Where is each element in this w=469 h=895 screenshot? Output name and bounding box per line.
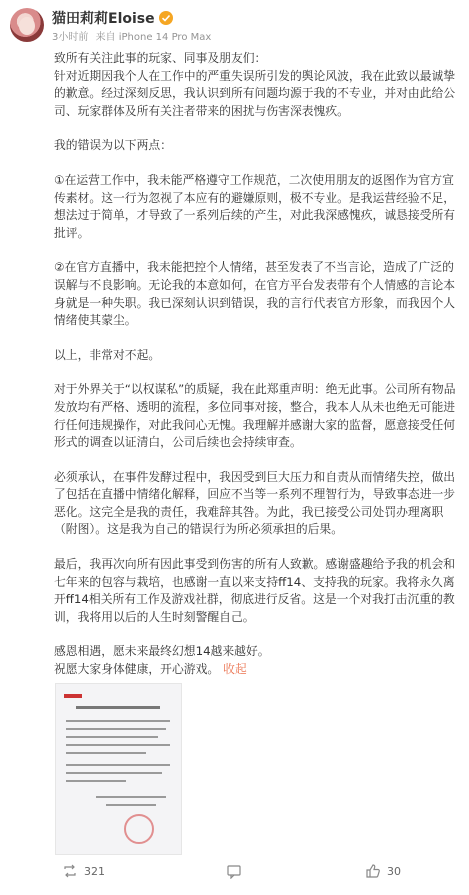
post-body <box>54 50 460 679</box>
like-button[interactable] <box>365 863 401 879</box>
paragraph-closing <box>54 661 460 679</box>
post-time[interactable]: 3小时前 <box>52 32 89 43</box>
verified-badge-icon <box>159 11 173 25</box>
repost-button[interactable] <box>62 863 105 879</box>
comment-icon <box>226 863 242 879</box>
post-header <box>0 0 469 44</box>
thumbs-up-icon <box>365 863 381 879</box>
paragraph-errors-title: 我的错误为以下两点： <box>54 138 172 153</box>
author-row <box>52 8 173 28</box>
paragraph-apology: 以上，非常对不起。 <box>54 347 161 362</box>
paragraph-intro: 针对近期因我个人在工作中的严重失误所引发的舆论风波，我在此致以最诚挚的歉意。经过深刻反思，我认识到所有问题均源于我的不专业，并对由此给公司、玩家群体及所有关注者带来的困扰与伤害深表愧疚。 <box>54 68 456 118</box>
paragraph-admission: 必须承认，在事件发酵过程中，我因受到巨大压力和自责从而情绪失控，做出了包括在直播中情绪化解释，回应不当等一系列不理智行为，导致事态进一步恶化。这完全是我的责任，我难辞其咎。为此，我已接受公司处罚办理离职（附图）。这是我为自己的错误行为所必须承担的后果。 <box>54 469 456 537</box>
paragraph-statement: 对于外界关于“以权谋私”的质疑，我在此郑重声明：绝无此事。公司所有物品发放均有严格、透明的流程，多位同事对接，整合，我本人从未也绝无可能进行任何违规操作，对此我问心无愧。我理解并感谢大家的监督，愿意接受任何形式的调查以证清白，公司后续也会持续审查。 <box>54 382 456 450</box>
paragraph-error-1: ①在运营工作中，我未能严格遵守工作规范，二次使用朋友的返图作为官方宣传素材。这一行为忽视了本应有的避嫌原则，极不专业。是我运营经验不足，想法过于简单，才导致了一系列后续的产生，对此我深感愧疚，诚恳接受所有批评。 <box>54 172 456 240</box>
collapse-link[interactable]: 收起 <box>223 662 247 677</box>
attached-document-image[interactable] <box>55 683 182 855</box>
repost-icon <box>62 863 78 879</box>
avatar[interactable] <box>10 8 44 42</box>
author-name[interactable]: 猫田莉莉Eloise <box>52 11 155 27</box>
post-actions <box>0 855 469 895</box>
paragraph-greeting: 致所有关注此事的玩家、同事及朋友们： <box>54 51 267 65</box>
closing-text: 祝愿大家身体健康，开心游戏。 <box>54 662 220 677</box>
post-source: 来自 iPhone 14 Pro Max <box>95 32 212 43</box>
paragraph-thanks: 感恩相遇，愿未来最终幻想14越来越好。 <box>54 644 270 659</box>
like-count: 30 <box>387 864 401 878</box>
paragraph-final: 最后，我再次向所有因此事受到伤害的所有人致歉。感谢盛趣给予我的机会和七年来的包容与栽培，也感谢一直以来支持ff14、支持我的玩家。我将永久离开ff14相关所有工作及游戏社群，彻底进行反省。这是一个对我打击沉重的教训，我将用以后的人生时刻警醒自己。 <box>54 557 456 624</box>
paragraph-error-2: ②在官方直播中，我未能把控个人情绪，甚至发表了不当言论，造成了广泛的误解与不良影响。无论我的本意如何，在官方平台发表带有个人情感的言论本身就是一种失职。我已深刻认识到错误，我的言行代表官方形象，而我因个人情绪使其蒙尘。 <box>54 260 456 328</box>
comment-button[interactable] <box>226 863 248 879</box>
post-meta <box>52 28 211 43</box>
repost-count: 321 <box>84 864 105 878</box>
